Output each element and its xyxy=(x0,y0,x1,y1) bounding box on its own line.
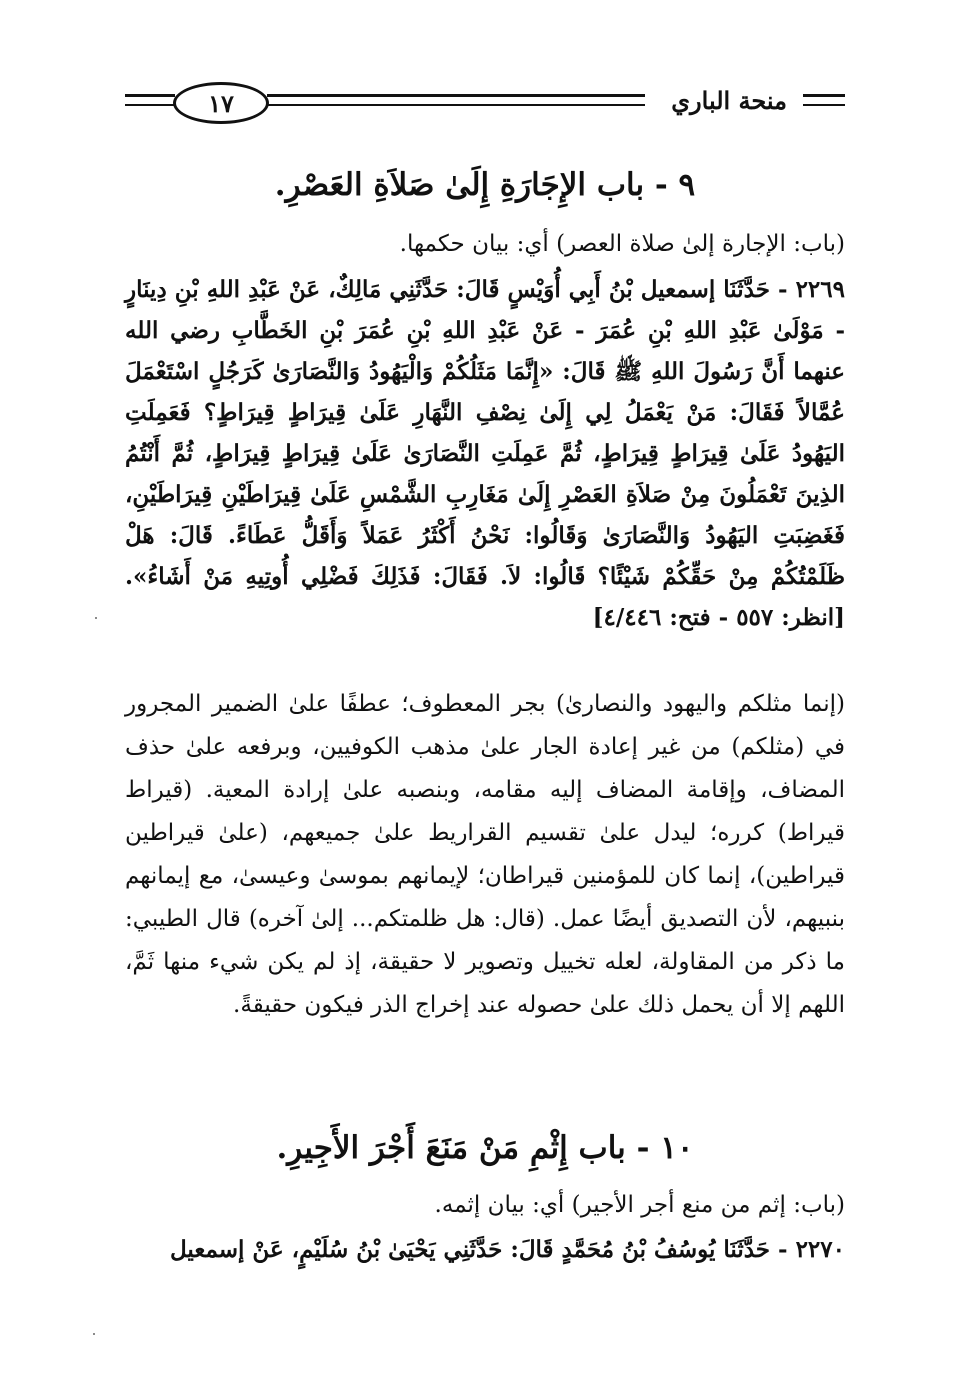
page-number: ١٧ xyxy=(208,88,234,118)
commentary-2269: (إنما مثلكم واليهود والنصارىٰ) بجر المعطوف؛ عطفًا علىٰ الضمير المجرور في (مثلكم) من غير إعادة الجار علىٰ مذهب الكوفيين، وبرفعه علىٰ حذف المضاف، وإقامة المضاف إليه مقامه، وبنصبه علىٰ إرادة المعية. (قيراط قيراط) كرره؛ ليدل علىٰ تقسيم القراريط علىٰ جميعهم، (علىٰ قيراطين قيراطين)، إنما كان للمؤمنين قيراطان؛ لإيمانهم بموسىٰ وعيسىٰ، مع إيمانهم بنبيهم، لأن التصديق أيضًا عمل. (قال: هل ظلمتكم... إلىٰ آخره) قال الطيبي: ما ذكر من المقاولة، لعله تخييل وتصوير لا حقيقة، إذ لم يكن شيء منها ثَمَّ، اللهم إلا أن يحمل ذلك علىٰ حصوله عند إخراج الذر فيكون حقيقةً. xyxy=(125,691,845,1018)
running-header xyxy=(125,78,845,128)
header-rule-left-top xyxy=(125,94,175,97)
scan-speck xyxy=(95,617,97,619)
header-rule-left-bottom xyxy=(125,104,175,106)
header-rule-middle-bottom xyxy=(267,104,645,106)
hadith-2270-start: ٢٢٧٠ - حَدَّثَنَا يُوسُفُ بْنُ مُحَمَّدٍ قَالَ: حَدَّثَنِي يَحْيَىٰ بْنُ سُلَيْمٍ، عَنْ إسمعيل xyxy=(170,1236,845,1263)
chapter-heading-9: ٩ - باب الإِجَارَةِ إِلَىٰ صَلاَةِ العَصْرِ. xyxy=(274,167,696,203)
chapter-gloss-9: (باب: الإجارة إلىٰ صلاة العصر) أي: بيان حكمها. xyxy=(399,231,845,257)
chapter-gloss-10: (باب: إثم من منع أجر الأجير) أي: بيان إثمه. xyxy=(434,1192,845,1218)
header-rule-middle-top xyxy=(267,94,645,97)
chapter-heading-10: ١٠ - باب إِثْمِ مَنْ مَنَعَ أَجْرَ الأَجِيرِ. xyxy=(276,1130,694,1166)
book-title: منحة الباري xyxy=(671,86,787,115)
hadith-2269: ٢٢٦٩ - حَدَّثَنَا إسمعيل بْنُ أَبِي أُوَيْسٍ قَالَ: حَدَّثَنِي مَالِكٌ، عَنْ عَبْدِ اللهِ بْنِ دِينَارٍ - مَوْلَىٰ عَبْدِ اللهِ بْنِ عُمَرَ - عَنْ عَبْدِ اللهِ بْنِ عُمَرَ بْنِ الخَطَّابِ رضي الله عنهما أَنَّ رَسُولَ اللهِ ﷺ قَالَ: «إِنَّمَا مَثَلُكُمْ وَالْيَهُودُ وَالنَّصَارَىٰ كَرَجُلٍ اسْتَعْمَلَ عُمَّالاً فَقَالَ: مَنْ يَعْمَلُ لِي إِلَىٰ نِصْفِ النَّهَارِ عَلَىٰ قِيرَاطٍ قِيرَاطٍ؟ فَعَمِلَتِ اليَهُودُ عَلَىٰ قِيرَاطٍ قِيرَاطٍ، ثُمَّ عَمِلَتِ النَّصَارَىٰ عَلَىٰ قِيرَاطٍ قِيرَاطٍ، ثُمَّ أَنْتُمُ الذِينَ تَعْمَلُونَ مِنْ صَلاَةِ العَصْرِ إِلَىٰ مَغَارِبِ الشَّمْسِ عَلَىٰ قِيرَاطَيْنِ قِيرَاطَيْنِ، فَغَضِبَتِ اليَهُودُ وَالنَّصَارَىٰ وَقَالُوا: نَحْنُ أَكْثَرُ عَمَلاً وَأَقَلُّ عَطَاءً. قَالَ: هَلْ ظَلَمْتُكُمْ مِنْ حَقِّكُمْ شَيْئًا؟ قَالُوا: لاَ. فَقَالَ: فَذَلِكَ فَضْلِي أُوتِيهِ مَنْ أَشَاءُ». [انظر: ٥٥٧ - فتح: ٤/٤٤٦] xyxy=(125,276,845,631)
header-rule-right-bottom xyxy=(803,104,845,106)
scan-speck xyxy=(93,1333,95,1335)
header-rule-right-top xyxy=(803,94,845,97)
page-number-badge xyxy=(173,82,269,124)
